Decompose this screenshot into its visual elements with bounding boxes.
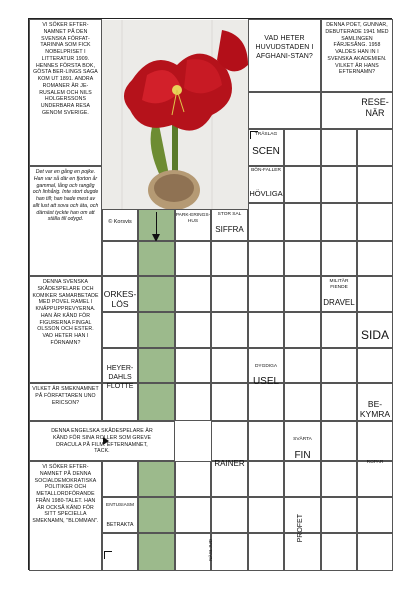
- answer-column-cell[interactable]: [138, 533, 175, 571]
- grid-cell[interactable]: [357, 203, 393, 241]
- label-nasljud: NÄSLJUD: [209, 539, 214, 561]
- label-entusiasm: ENTUSIASM: [106, 503, 134, 508]
- clue-smeknamn: VILKET ÄR SMEKNAMNET PÅ FÖRFATTAREN UNO ERICSON?: [29, 383, 102, 421]
- grid-cell[interactable]: [321, 312, 357, 348]
- answer-sida: SIDA: [360, 328, 389, 342]
- clue-poet: DENNA POET, GUNNAR, DEBUTERADE 1941 MED SAMLINGEN FÄRJESÅNG. 1958 VALDES HAN IN I SVENSKA AKADEMIEN. VILKET ÄR HANS EFTERNAMN?: [321, 19, 393, 92]
- grid-cell[interactable]: [248, 276, 284, 312]
- clue-nils: Det var en gång en pojke. Han var så där en fjorton år gammal, lång och ranglig och linhårig. Inte stort dugde han till; han hade mest av allt lust att sova och äta, och därnäst tyckte han om att ställa till odygd.: [29, 166, 102, 276]
- grid-cell[interactable]: [284, 203, 321, 241]
- clue-actor: DENNA SVENSKA SKÅDESPELARE OCH KOMIKER SAMARBETADE MED POVEL RAMEL I KNÄPPUPPREVYERNA. HAN ÄR KÄND FÖR FIGURERNA FINGAL OLSSON OCH ESTER. VAD HETER HAN I FÖRNAMN?: [29, 276, 102, 383]
- answer-heyerdahls: HEYER-DAHLS FLOTTE: [106, 365, 134, 391]
- grid-cell[interactable]: [321, 166, 357, 203]
- grid-cell[interactable]: [211, 348, 248, 383]
- answer-profet: PROFET: [297, 514, 304, 543]
- grid-cell[interactable]: [211, 312, 248, 348]
- grid-cell[interactable]: [248, 312, 284, 348]
- grid-cell[interactable]: [357, 348, 393, 383]
- grid-cell[interactable]: [357, 276, 393, 312]
- grid-cell[interactable]: [175, 348, 211, 383]
- grid-cell[interactable]: [321, 421, 357, 461]
- answer-bekymra: BE-KYMRA: [359, 399, 391, 420]
- label-storsal: STOR SAL: [217, 212, 242, 217]
- grid-cell[interactable]: [211, 241, 248, 276]
- grid-cell[interactable]: [321, 533, 357, 571]
- grid-cell[interactable]: [357, 533, 393, 571]
- grid-cell[interactable]: [284, 166, 321, 203]
- answer-siffra: SIFFRA: [215, 225, 244, 234]
- amaryllis-photo: [102, 20, 248, 209]
- answer-column-cell[interactable]: [138, 461, 175, 497]
- arrow-right-icon: [103, 437, 109, 445]
- answer-resenar: RESE-NÄR: [361, 97, 389, 118]
- grid-cell[interactable]: [248, 92, 321, 129]
- grid-cell[interactable]: [357, 497, 393, 533]
- answer-column-cell[interactable]: [138, 312, 175, 348]
- corner-marker: [250, 131, 258, 139]
- grid-cell[interactable]: [321, 129, 357, 166]
- clue-selma: VI SÖKER EFTER-NAMNET PÅ DEN SVENSKA FÖRFAT-TARINNA SOM FICK NOBELPRISET I LITTERATUR 1909. HENNES FÖRSTA BOK, GÖSTA BER-LINGS SAGA KOM UT 1891. ANDRA ROMANER ÄR JE-RUSALEM OCH NILS HOLGERSSONS UNDERBARA RESA GENOM SVERIGE.: [29, 19, 102, 166]
- answer-rainer: RAINER: [214, 459, 245, 468]
- answer-usel: USEL: [252, 376, 280, 387]
- clue-politician: VI SÖKER EFTER-NAMNET PÅ DENNA SOCIALDEMOKRATISKA POLITIKER OCH METALLORDFÖRANDE FRÅN 1980-TALET. HAN ÄR OCKSÅ KÄND FÖR SITT SPECIELLA SMEKNAMN, "BLOMMAN".: [29, 461, 102, 571]
- grid-cell[interactable]: [284, 312, 321, 348]
- grid-cell[interactable]: [357, 241, 393, 276]
- grid-cell[interactable]: [321, 383, 357, 421]
- label-bonfaller: BÖN-FALLER: [251, 168, 281, 173]
- grid-cell[interactable]: [284, 383, 321, 421]
- grid-cell[interactable]: [175, 383, 211, 421]
- answer-betrakta: BETRAKTA: [106, 522, 134, 528]
- label-dygdiga: DYGDIGA: [254, 364, 278, 369]
- grid-cell[interactable]: [248, 497, 284, 533]
- grid-cell[interactable]: [248, 383, 284, 421]
- grid-cell[interactable]: [175, 312, 211, 348]
- grid-cell[interactable]: [321, 497, 357, 533]
- clue-capital: VAD HETER HUVUDSTADEN I AFGHANI-STAN?: [248, 19, 321, 92]
- grid-cell[interactable]: [175, 533, 211, 571]
- answer-dravel: DRAVEL: [323, 298, 355, 307]
- grid-cell[interactable]: [321, 348, 357, 383]
- grid-cell[interactable]: [321, 461, 357, 497]
- answer-column-cell[interactable]: [138, 276, 175, 312]
- label-ropar: ROPAR: [366, 460, 384, 465]
- grid-cell[interactable]: [102, 241, 138, 276]
- grid-cell[interactable]: [357, 129, 393, 166]
- grid-cell[interactable]: [248, 241, 284, 276]
- arrow-stem: [156, 212, 157, 234]
- copyright: © Korsvis: [108, 219, 132, 225]
- answer-scen: SCEN: [252, 146, 280, 157]
- grid-cell[interactable]: [102, 312, 138, 348]
- answer-fin: FIN: [294, 450, 311, 461]
- label-svarta: SVÄRTA: [293, 437, 312, 442]
- grid-cell[interactable]: [211, 276, 248, 312]
- grid-cell[interactable]: [284, 348, 321, 383]
- grid-cell[interactable]: [284, 276, 321, 312]
- grid-cell[interactable]: [175, 461, 211, 497]
- corner-marker: [104, 551, 112, 559]
- label-traslag: TRÄSLAG: [254, 132, 278, 137]
- grid-cell[interactable]: [211, 497, 248, 533]
- grid-cell[interactable]: [321, 203, 357, 241]
- answer-column-cell[interactable]: [138, 497, 175, 533]
- grid-cell[interactable]: [248, 203, 284, 241]
- grid-cell[interactable]: [357, 461, 393, 497]
- answer-column-cell[interactable]: [138, 241, 175, 276]
- grid-cell[interactable]: [284, 241, 321, 276]
- grid-cell[interactable]: [248, 461, 284, 497]
- grid-cell[interactable]: [284, 461, 321, 497]
- grid-cell[interactable]: [211, 421, 248, 461]
- grid-cell[interactable]: [284, 129, 321, 166]
- grid-cell[interactable]: [102, 461, 138, 497]
- grid-cell[interactable]: [248, 533, 284, 571]
- answer-column-cell[interactable]: [138, 383, 175, 421]
- grid-cell[interactable]: [357, 421, 393, 461]
- grid-cell[interactable]: [211, 383, 248, 421]
- answer-column-cell[interactable]: [138, 348, 175, 383]
- grid-cell[interactable]: [175, 497, 211, 533]
- grid-cell[interactable]: [248, 421, 284, 461]
- grid-cell[interactable]: [175, 241, 211, 276]
- crossword-puzzle: [28, 18, 392, 570]
- label-militar: MILITÄR FIENDE: [329, 279, 349, 290]
- grid-cell[interactable]: [321, 241, 357, 276]
- clue-english-actor: DENNA ENGELSKA SKÅDESPELARE ÄR KÄND FÖR SINA ROLLER SOM GREVE DRACULA PÅ FILM. EFTERNAMNET, TACK.: [29, 421, 175, 461]
- answer-orkeslos: ORKES-LÖS: [103, 289, 137, 310]
- grid-cell[interactable]: [175, 276, 211, 312]
- label-parkering: PARK-ERINGS-HUS: [175, 213, 211, 224]
- answer-hovliga: HÖVLIGA: [249, 189, 283, 198]
- grid-cell[interactable]: [357, 166, 393, 203]
